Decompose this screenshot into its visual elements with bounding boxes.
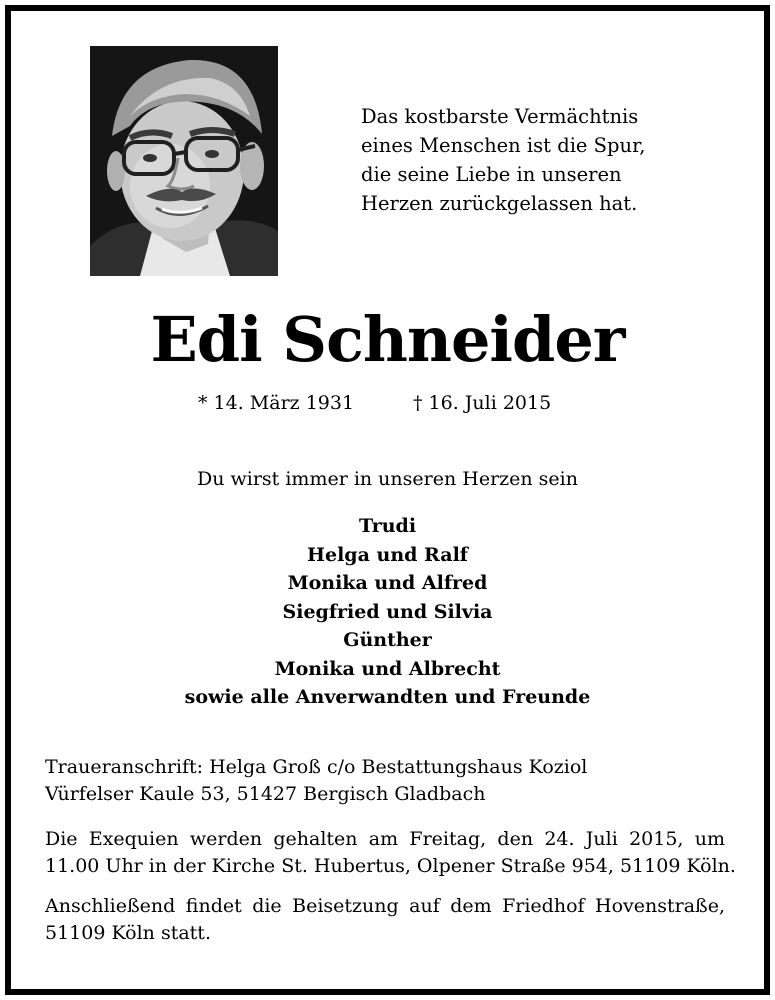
mourner-name: Monika und Albrecht: [274, 657, 501, 680]
burial-info: [45, 893, 725, 947]
quote-line: Herzen zurückgelassen hat.: [361, 192, 638, 215]
portrait-photo: [90, 46, 278, 276]
birth-date: * 14. März 1931: [198, 392, 355, 414]
life-dates: [0, 392, 775, 422]
memorial-quote: [361, 102, 691, 218]
mourner-name: Günther: [343, 629, 432, 651]
mourner-name: sowie alle Anverwandten und Freunde: [184, 686, 591, 708]
quote-line: eines Menschen ist die Spur,: [361, 134, 646, 157]
death-date: † 16. Juli 2015: [413, 392, 552, 414]
burial-line: Anschließend findet die Beisetzung auf dem Friedhof Hovenstraße,: [45, 895, 725, 917]
quote-line: die seine Liebe in unseren: [361, 163, 622, 186]
ceremony-line: Die Exequien werden gehalten am Freitag, den 24. Juli 2015, um: [45, 828, 725, 850]
deceased-name: Edi Schneider: [150, 303, 625, 376]
mourner-name: Trudi: [358, 515, 417, 537]
mourner-name: Helga und Ralf: [307, 543, 468, 566]
quote-line: Das kostbarste Vermächtnis: [361, 105, 639, 128]
ceremony-info: [45, 826, 736, 880]
mourners-list: [0, 512, 775, 712]
mourner-name: Monika und Alfred: [287, 572, 488, 594]
mourner-name: Siegfried und Silvia: [282, 600, 493, 623]
farewell-line: Du wirst immer in unseren Herzen sein: [197, 468, 578, 490]
ceremony-line: 11.00 Uhr in der Kirche St. Hubertus, Olpener Straße 954, 51109 Köln.: [45, 855, 736, 877]
burial-line: 51109 Köln statt.: [45, 922, 211, 944]
mourning-address: [45, 754, 725, 808]
address-line: Traueranschrift: Helga Groß c/o Bestattungshaus Koziol: [45, 756, 588, 778]
address-line: Vürfelser Kaule 53, 51427 Bergisch Gladbach: [45, 783, 486, 805]
